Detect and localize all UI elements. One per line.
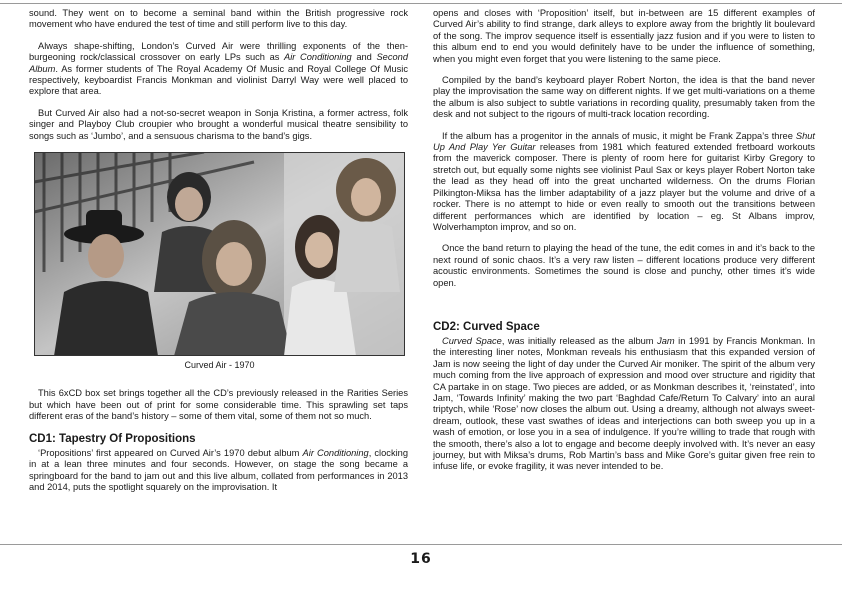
paragraph: opens and closes with ‘Proposition’ itself, but in-between are 15 different examples of Curved Air’s ability to find strange, dark alleys to explore away from the brightly lit boulevard of the song. The improv sequence itself is essentially jazz fusion and if you were to listen to this album end to end you would definitely have to be under the influence of something, when you might even forget that you were listening to the same piece. xyxy=(433,8,815,64)
bottom-rule xyxy=(0,544,842,545)
paragraph: Always shape-shifting, London’s Curved Air were thrilling exponents of the then-burgeoning rock/classical crossover on early LPs such as Air Conditioning and Second Album. As former students of The Royal Academy Of Music and Royal College Of Music respectively, keyboardist Francis Monkman and violinist Darryl Way were well placed to explore that area. xyxy=(29,40,408,97)
band-photo xyxy=(34,152,405,371)
paragraph: sound. They went on to become a seminal band within the British progressive rock movement who have endured the test of time and still perform live to this day. xyxy=(29,8,408,30)
top-rule xyxy=(0,3,842,4)
section-heading-cd2: CD2: Curved Space xyxy=(433,320,540,333)
right-column xyxy=(433,8,815,483)
photo-caption: Curved Air - 1970 xyxy=(184,360,255,371)
paragraph: If the album has a progenitor in the annals of music, it might be Frank Zappa’s three Shut Up And Play Yer Guitar releases from 1981 which featured extended fretboard workouts from the maverick composer. There is plenty of room here for guitarist Kirby Gregory to stretch out, but equally some nights see violinist Paul Sax or keys player Robert Norton take the lead as they head off into the great uncharted wilderness. On the drums Florian Pilkington-Miksa has the limber adaptability of a jazz player but the volume and drive of a rocker. There is no attempt to hide or even really to smooth out the transitions between different performances which are identified by location – eg. St Albans improv, Wolverhampton improv, and so on. xyxy=(433,130,815,232)
paragraph: But Curved Air also had a not-so-secret weapon in Sonja Kristina, a former actress, folk singer and Playboy Club croupier who brought a wonderful musical theatre sensibility to songs such as ‘Jumbo’, and a sensuous charisma to the band’s gigs. xyxy=(29,107,408,141)
page-number: 16 xyxy=(410,551,432,567)
paragraph: Once the band return to playing the head of the tune, the edit comes in and it’s back to the next round of sonic chaos. It’s a very raw listen – different locations produce very different acoustic environments. Sometimes the sound is close and punchy, other times it’s wide open. xyxy=(433,243,815,288)
left-column xyxy=(29,8,408,503)
paragraph: ‘Propositions’ first appeared on Curved Air’s 1970 debut album Air Conditioning, clocking in at a lean three minutes and four seconds. However, on stage the song became a springboard for the band to jam out and this live album, collated from performances in 2013 and 2014, puts the spotlight squarely on the improvisation. It xyxy=(29,447,409,492)
section-heading-cd1: CD1: Tapestry Of Propositions xyxy=(29,432,196,445)
band-photo-image xyxy=(34,152,405,356)
paragraph: Curved Space, was initially released as the album Jam in 1991 by Francis Monkman. In the interesting liner notes, Monkman reveals his enthusiasm that this expanded version of Jam is now seeing the light of day under the Curved Air moniker. The spirit of the album very much coming from the live approach of expression and mood over structure and rigidity that CA partake in on stage. Two pieces are added, or as Monkman describes it, ‘reinstated’, into Jam, ‘Towards Infinity’ making the two part ‘Baghdad Cafe/Return To Calvary’ into an aural triptych, while ‘Rose’ now closes the album out. Using a dreamy, although not always sweet-dream, outlook, these vast swathes of ideas and interjections can both sweep you up in a wash of emotion, or lose you in a sea of indulgence. If you’re willing to trade that rough with the smooth, there’s also a lot to engage and become deeply involved with. It’s never an easy journey, but with Miksa’s drums, Rob Martin’s bass and Mike Gore’s guitar given free rein to infuse life, or evoke fragility, it was never intended to be. xyxy=(433,335,815,472)
paragraph: Compiled by the band’s keyboard player Robert Norton, the idea is that the band never play the improvisation the same way on different nights. If we get multi-variations on a theme the album is also subject to subtle variations in recording quality, presumably taken from the desk and not subject to the rigours of multi-track location recording. xyxy=(433,75,815,120)
paragraph: This 6xCD box set brings together all the CD’s previously released in the Rarities Series but which have been out of print for some considerable time. This sprawling set taps different eras of the band’s history – some of them vital, some of them not so much. xyxy=(29,388,408,422)
